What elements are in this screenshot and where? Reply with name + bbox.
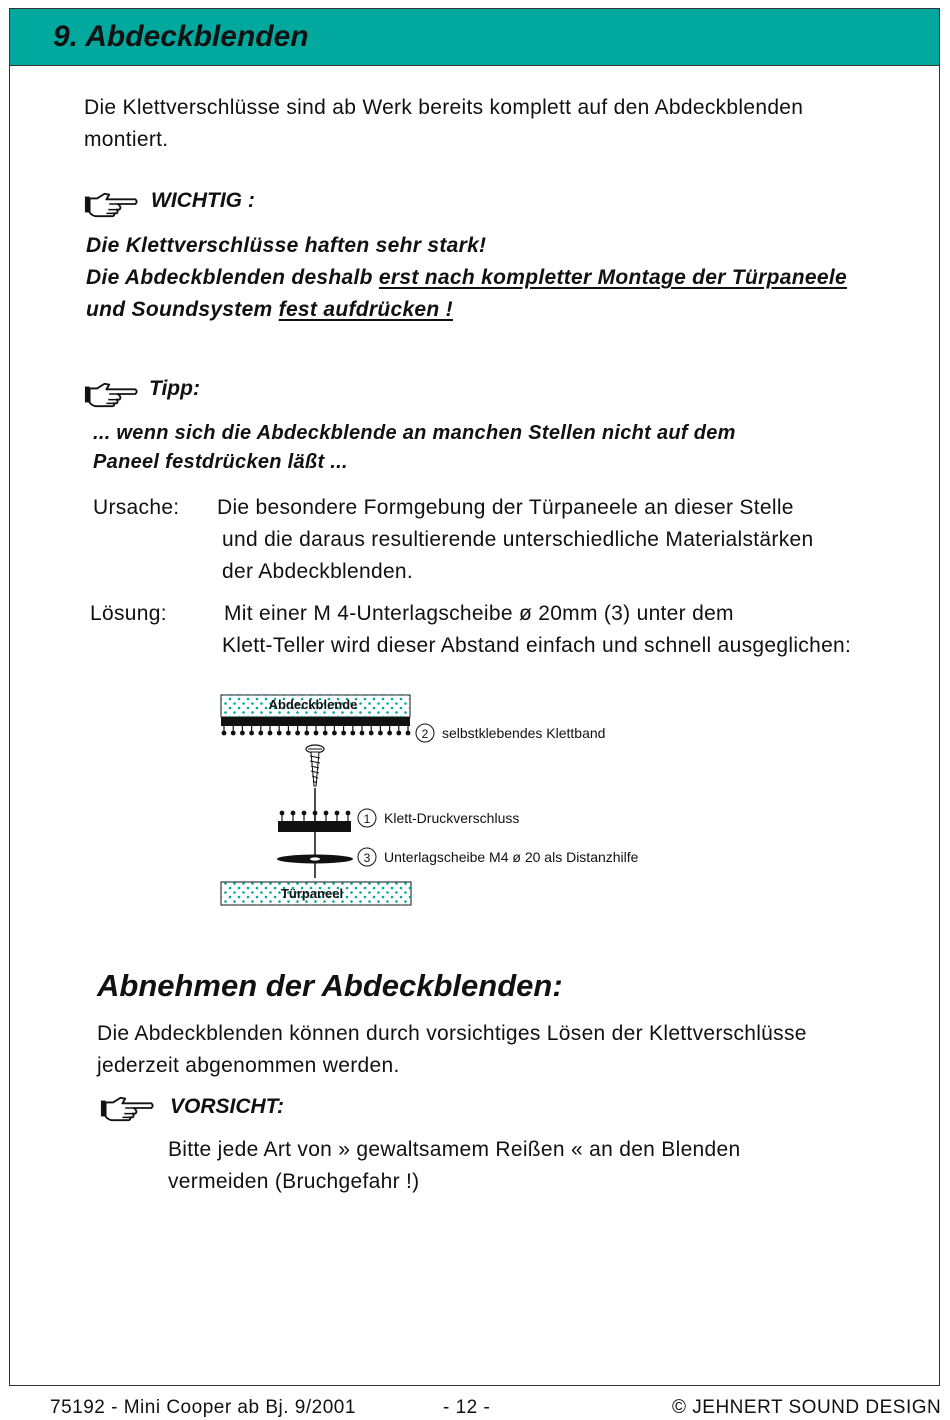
velcro-hook-tip xyxy=(332,731,337,736)
velcro-hook-tip xyxy=(324,811,329,816)
callout-1-text: Klett-Druckverschluss xyxy=(384,810,520,826)
velcro-hook-tip xyxy=(231,731,236,736)
intro-line-1: Die Klettverschlüsse sind ab Werk bereits komplett auf den Abdeckblenden xyxy=(84,96,804,119)
velcro-hook-tip xyxy=(323,731,328,736)
footer-copyright: © JEHNERT SOUND DESIGN xyxy=(672,1397,942,1418)
screw xyxy=(306,745,324,786)
cover-panel xyxy=(221,695,410,717)
footer-page-number: - 12 - xyxy=(443,1397,491,1418)
important-line-3 xyxy=(86,294,453,326)
callout-2-number: 2 xyxy=(421,727,429,741)
velcro-hook-tip xyxy=(341,731,346,736)
solution-label: Lösung: xyxy=(90,602,167,625)
cause-line-1: Die besondere Formgebung der Türpaneele an dieser Stelle xyxy=(217,496,794,519)
velcro-hook-tip xyxy=(240,731,245,736)
important-label: WICHTIG : xyxy=(151,189,255,212)
pointing-hand-icon xyxy=(100,1094,156,1122)
velcro-hook-tip xyxy=(350,731,355,736)
caution-line-1: Bitte jede Art von » gewaltsamem Reißen « an den Blenden xyxy=(168,1138,741,1161)
solution-line-2: Klett-Teller wird dieser Abstand einfach und schnell ausgeglichen: xyxy=(222,634,852,657)
cover-panel-label: Abdeckblende xyxy=(268,697,358,712)
cause-label: Ursache: xyxy=(93,496,180,519)
solution-line-1: Mit einer M 4-Unterlagscheibe ø 20mm (3) unter dem xyxy=(224,602,734,625)
velcro-hook-tip xyxy=(387,731,392,736)
velcro-push-fastener xyxy=(278,811,351,832)
velcro-hook-tip xyxy=(222,731,227,736)
velcro-hook-tip xyxy=(369,731,374,736)
removal-line-1: Die Abdeckblenden können durch vorsichtiges Lösen der Klettverschlüsse xyxy=(97,1022,807,1045)
callout-3-number: 3 xyxy=(363,851,371,865)
washer xyxy=(277,855,353,864)
important-line-2 xyxy=(86,262,847,294)
velcro-hook-tip xyxy=(335,811,340,816)
velcro-hook-tip xyxy=(304,731,309,736)
important-line-3-text: und Soundsystem xyxy=(86,298,279,321)
velcro-hook-tip xyxy=(396,731,401,736)
velcro-hook-tip xyxy=(314,731,319,736)
tip-line-2: Paneel festdrücken läßt ... xyxy=(93,451,348,473)
important-line-1: Die Klettverschlüsse haften sehr stark! xyxy=(86,234,487,257)
velcro-tape xyxy=(221,717,410,735)
velcro-hook-tip xyxy=(378,731,383,736)
callout-1-number: 1 xyxy=(363,812,371,826)
callout-2-text: selbstklebendes Klettband xyxy=(442,725,606,741)
tip-line-1: ... wenn sich die Abdeckblende an manchen Stellen nicht auf dem xyxy=(93,422,736,444)
removal-line-2: jederzeit abgenommen werden. xyxy=(97,1054,400,1077)
callout-3-text: Unterlagscheibe M4 ø 20 als Distanzhilfe xyxy=(384,849,639,865)
cause-line-2: und die daraus resultierende unterschiedliche Materialstärken xyxy=(222,528,814,551)
footer-document-ref: 75192 - Mini Cooper ab Bj. 9/2001 xyxy=(50,1397,356,1418)
velcro-hook-tip xyxy=(268,731,273,736)
velcro-hook-tip xyxy=(302,811,307,816)
page-title: 9. Abdeckblenden xyxy=(53,20,309,53)
velcro-hook-tip xyxy=(258,731,263,736)
velcro-hook-tip xyxy=(346,811,351,816)
caution-line-2: vermeiden (Bruchgefahr !) xyxy=(168,1170,420,1193)
velcro-hook-tip xyxy=(286,731,291,736)
caution-label: VORSICHT: xyxy=(170,1095,284,1118)
door-panel-label: Türpaneel xyxy=(280,886,344,901)
velcro-mounting-diagram xyxy=(210,688,710,913)
removal-title: Abnehmen der Abdeckblenden: xyxy=(97,968,563,1003)
important-line-3-underlined: fest aufdrücken ! xyxy=(278,298,453,321)
pointing-hand-icon xyxy=(84,380,140,408)
pointing-hand-icon xyxy=(84,190,140,218)
tip-label: Tipp: xyxy=(149,377,200,400)
velcro-hook-tip xyxy=(295,731,300,736)
important-line-2-text: Die Abdeckblenden deshalb xyxy=(86,266,379,289)
velcro-hook-tip xyxy=(280,811,285,816)
velcro-hook-tip xyxy=(313,811,318,816)
velcro-hook-tip xyxy=(291,811,296,816)
velcro-hook-tip xyxy=(249,731,254,736)
velcro-hook-tip xyxy=(406,731,411,736)
important-line-2-underlined: erst nach kompletter Montage der Türpaneele xyxy=(378,266,847,289)
intro-line-2: montiert. xyxy=(84,128,169,151)
door-panel xyxy=(221,882,411,905)
velcro-hook-tip xyxy=(277,731,282,736)
velcro-hook-tip xyxy=(360,731,365,736)
cause-line-3: der Abdeckblenden. xyxy=(222,560,414,583)
